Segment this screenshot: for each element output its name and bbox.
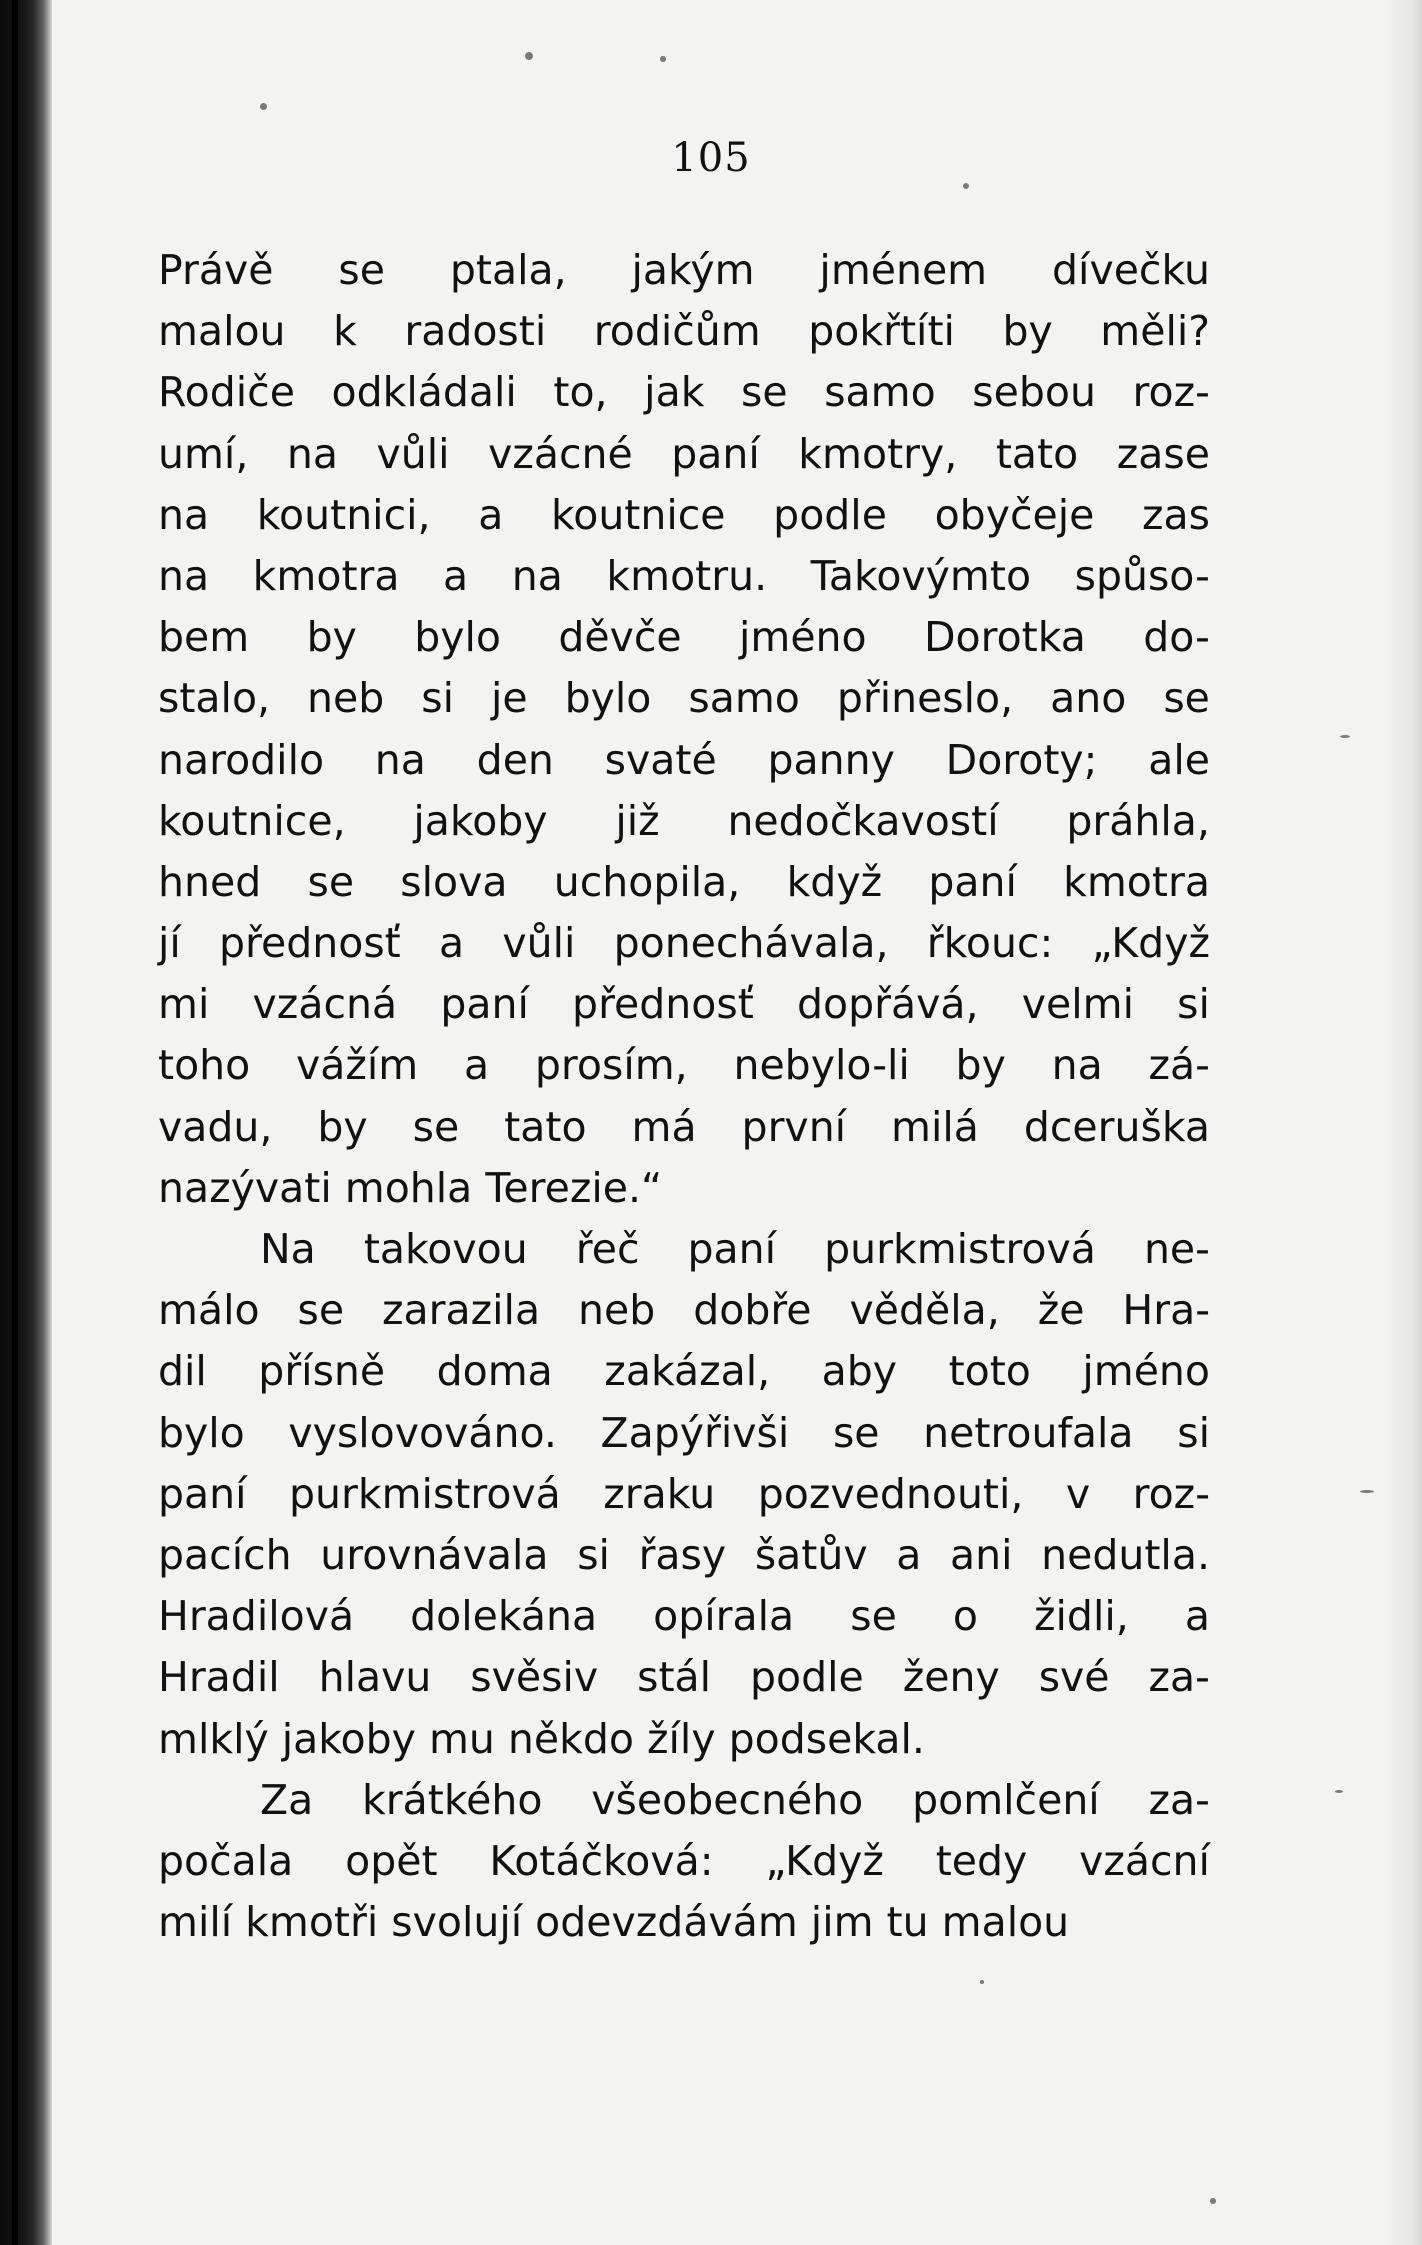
text-line: na kmotra a na kmotru. Takovýmto spůso-: [158, 551, 1210, 600]
text-line: Právě se ptala, jakým jménem dívečku: [158, 246, 1210, 294]
text-line: stalo, neb si je bylo samo přineslo, ano se: [158, 674, 1210, 723]
text-line: jí přednosť a vůli ponechávala, řkouc: „Když: [158, 919, 1210, 968]
paper-speck: [980, 1980, 984, 1984]
text-line: Za krátkého všeobecného pomlčení za-: [260, 1775, 1210, 1824]
paper-speck: [525, 52, 533, 60]
page-edge-shadow: [1382, 0, 1422, 2245]
text-line: počala opět Kotáčková: „Když tedy vzácní: [158, 1836, 1210, 1885]
text-line: hned se slova uchopila, když paní kmotra: [158, 857, 1210, 906]
text-line: na koutnici, a koutnice podle obyčeje zas: [158, 490, 1210, 539]
text-line: Na takovou řeč paní purkmistrová ne-: [260, 1225, 1210, 1273]
text-line: toho vážím a prosím, nebylo-li by na zá-: [158, 1041, 1210, 1090]
page-number: 105: [671, 135, 751, 181]
text-line: koutnice, jakoby již nedočkavostí práhla,: [158, 796, 1210, 845]
text-line: dil přísně doma zakázal, aby toto jméno: [158, 1347, 1210, 1396]
text-line: mi vzácná paní přednosť dopřává, velmi si: [158, 980, 1210, 1029]
text-line: vadu, by se tato má první milá dceruška: [158, 1102, 1210, 1151]
text-line: umí, na vůli vzácné paní kmotry, tato zase: [158, 429, 1210, 478]
paper-speck: [1335, 1790, 1343, 1793]
binding-edge: [12, 0, 18, 2245]
paper-speck: [1340, 735, 1350, 738]
text-line: narodilo na den svaté panny Doroty; ale: [158, 735, 1210, 784]
paper-speck: [963, 183, 969, 189]
paper-speck: [1210, 2198, 1216, 2204]
text-line: milí kmotři svolují odevzdávám jim tu malou: [158, 1898, 1070, 1947]
text-line: bem by bylo děvče jméno Dorotka do-: [158, 613, 1210, 662]
body-text: [158, 240, 1210, 1953]
text-line: pacích urovnávala si řasy šatův a ani nedutla.: [158, 1530, 1210, 1579]
paper-speck: [660, 56, 666, 62]
text-line: Rodiče odkládali to, jak se samo sebou roz-: [158, 368, 1210, 417]
book-binding: [0, 0, 52, 2245]
paper-speck: [1360, 1490, 1374, 1493]
text-line: Hradilová dolekána opírala se o židli, a: [158, 1592, 1210, 1641]
text-line: málo se zarazila neb dobře věděla, že Hra-: [158, 1286, 1210, 1335]
text-line: nazývati mohla Terezie.“: [158, 1163, 663, 1212]
text-line: Hradil hlavu svěsiv stál podle ženy své za-: [158, 1653, 1210, 1702]
text-line: bylo vyslovováno. Zapýřivši se netroufala si: [158, 1408, 1210, 1457]
paper-speck: [260, 103, 267, 110]
text-line: mlklý jakoby mu někdo žíly podsekal.: [158, 1714, 925, 1763]
text-line: paní purkmistrová zraku pozvednouti, v roz-: [158, 1469, 1210, 1518]
text-line: malou k radosti rodičům pokřtíti by měli?: [158, 307, 1210, 356]
